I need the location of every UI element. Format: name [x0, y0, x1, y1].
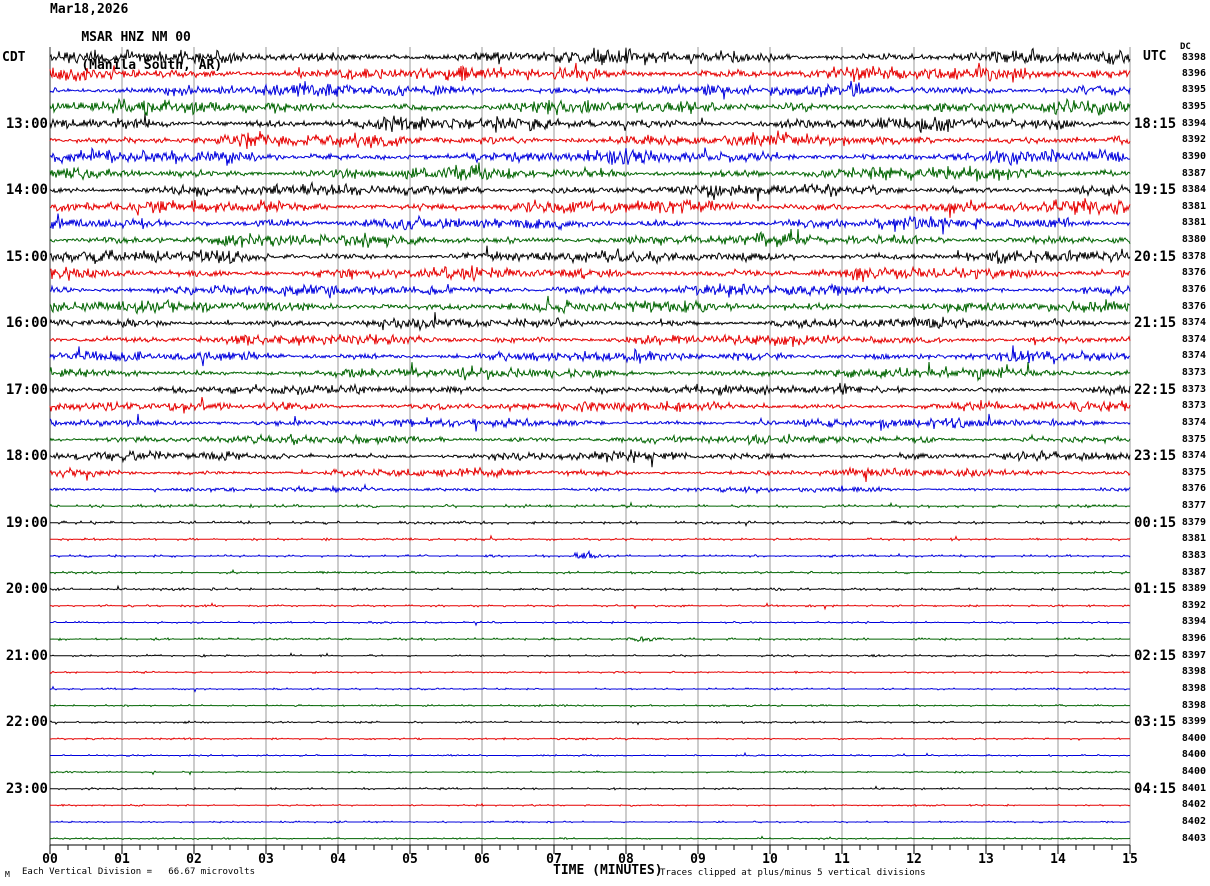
cdt-time-label: 15:00	[5, 248, 48, 265]
utc-time-label: 22:15	[1134, 381, 1177, 398]
trace-row-12	[50, 246, 1130, 264]
trace-row-11	[50, 229, 1130, 248]
minute-tick-label: 01	[114, 852, 130, 867]
trace-row-42	[50, 753, 1130, 756]
cdt-time-label: 22:00	[5, 714, 48, 731]
dc-value: 8380	[1181, 234, 1206, 246]
utc-time-label: 18:15	[1134, 115, 1177, 132]
trace-row-4	[50, 114, 1130, 133]
utc-time-label: 19:15	[1134, 182, 1177, 199]
trace-row-27	[50, 503, 1130, 508]
trace-row-6	[50, 148, 1130, 166]
dc-value: 8376	[1181, 267, 1206, 279]
dc-value: 8394	[1181, 616, 1206, 628]
minute-tick-label: 03	[258, 852, 274, 867]
minute-tick-label: 06	[474, 852, 490, 867]
cdt-time-label: 17:00	[5, 381, 48, 398]
trace-row-38	[50, 687, 1130, 692]
dc-value: 8395	[1181, 84, 1206, 96]
trace-row-7	[50, 163, 1130, 182]
utc-time-label: 04:15	[1134, 780, 1177, 797]
dc-value: 8381	[1181, 217, 1206, 229]
dc-value: 8402	[1181, 799, 1206, 811]
x-axis-title: TIME (MINUTES)	[553, 863, 663, 878]
trace-row-39	[50, 705, 1130, 708]
cdt-time-label: 16:00	[5, 315, 48, 332]
trace-row-23	[50, 434, 1130, 445]
utc-time-label: 03:15	[1134, 714, 1177, 731]
trace-row-34	[50, 621, 1130, 625]
footer-scale-note: Each Vertical Division = 66.67 microvolts	[22, 867, 255, 877]
minute-tick-label: 08	[618, 852, 634, 867]
minute-tick-label: 13	[978, 852, 994, 867]
utc-time-label: 21:15	[1134, 315, 1177, 332]
dc-value: 8398	[1181, 699, 1206, 711]
trace-row-15	[50, 296, 1130, 314]
left-axis-label: CDT	[2, 50, 26, 65]
dc-value: 8400	[1181, 766, 1206, 778]
cdt-time-label: 18:00	[5, 448, 48, 465]
trace-row-46	[50, 821, 1130, 823]
dc-value: 8400	[1181, 749, 1206, 761]
trace-row-8	[50, 183, 1130, 201]
minute-tick-label: 11	[834, 852, 850, 867]
minute-tick-label: 05	[402, 852, 418, 867]
dc-value: 8376	[1181, 483, 1206, 495]
trace-row-26	[50, 485, 1130, 493]
trace-row-22	[50, 414, 1130, 432]
utc-time-label: 00:15	[1134, 514, 1177, 531]
footer-clip-note: Traces clipped at plus/minus 5 vertical divisions	[660, 868, 926, 878]
dc-value: 8375	[1181, 466, 1206, 478]
utc-time-label: 02:15	[1134, 647, 1177, 664]
trace-row-1	[50, 63, 1130, 83]
dc-value: 8373	[1181, 367, 1206, 379]
minute-tick-label: 12	[906, 852, 922, 867]
minute-tick-label: 10	[762, 852, 778, 867]
cdt-time-label: 13:00	[5, 115, 48, 132]
trace-row-36	[50, 653, 1130, 656]
utc-time-label: 23:15	[1134, 448, 1177, 465]
dc-value: 8374	[1181, 333, 1206, 345]
cdt-time-label: 21:00	[5, 647, 48, 664]
dc-value: 8392	[1181, 134, 1206, 146]
cdt-time-label: 23:00	[5, 780, 48, 797]
dc-value: 8389	[1181, 583, 1206, 595]
trace-row-17	[50, 334, 1130, 347]
trace-row-28	[50, 521, 1130, 526]
dc-value: 8375	[1181, 433, 1206, 445]
dc-value: 8379	[1181, 516, 1206, 528]
dc-value: 8374	[1181, 317, 1206, 329]
dc-value: 8401	[1181, 782, 1206, 794]
dc-value: 8381	[1181, 533, 1206, 545]
trace-row-25	[50, 468, 1130, 482]
trace-row-0	[50, 48, 1130, 65]
trace-row-32	[50, 586, 1130, 590]
minute-tick-label: 04	[330, 852, 346, 867]
minute-tick-label: 02	[186, 852, 202, 867]
dc-value: 8377	[1181, 500, 1206, 512]
header-station: MSAR HNZ NM 00	[81, 30, 191, 45]
dc-value: 8373	[1181, 400, 1206, 412]
trace-row-19	[50, 362, 1130, 380]
dc-value: 8376	[1181, 300, 1206, 312]
trace-row-21	[50, 397, 1130, 413]
trace-row-37	[50, 671, 1130, 673]
dc-value: 8387	[1181, 566, 1206, 578]
utc-time-label: 01:15	[1134, 581, 1177, 598]
header-date: Mar18,2026	[50, 2, 129, 17]
dc-value: 8378	[1181, 250, 1206, 262]
dc-value: 8399	[1181, 716, 1206, 728]
trace-row-13	[50, 265, 1130, 282]
dc-column-label: DC	[1180, 42, 1191, 52]
dc-value: 8397	[1181, 649, 1206, 661]
dc-value: 8394	[1181, 117, 1206, 129]
minute-tick-label: 09	[690, 852, 706, 867]
minute-tick-label: 00	[42, 852, 58, 867]
trace-row-5	[50, 131, 1130, 149]
trace-row-33	[50, 603, 1130, 608]
trace-row-9	[50, 198, 1130, 218]
utc-time-label: 20:15	[1134, 248, 1177, 265]
dc-value: 8390	[1181, 150, 1206, 162]
header-location: (Manila South, AR)	[81, 58, 223, 73]
dc-value: 8381	[1181, 200, 1206, 212]
watermark-glyph: M	[5, 870, 10, 879]
dc-value: 8374	[1181, 350, 1206, 362]
minute-tick-label: 15	[1122, 852, 1138, 867]
dc-value: 8387	[1181, 167, 1206, 179]
minute-tick-label: 07	[546, 852, 562, 867]
trace-row-24	[50, 450, 1130, 468]
trace-row-43	[50, 771, 1130, 775]
cdt-time-label: 14:00	[5, 182, 48, 199]
trace-row-35	[50, 637, 1130, 641]
dc-value: 8373	[1181, 383, 1206, 395]
right-axis-label: UTC	[1143, 49, 1167, 64]
trace-row-45	[50, 804, 1130, 806]
trace-row-41	[50, 738, 1130, 740]
trace-row-31	[50, 570, 1130, 574]
dc-value: 8396	[1181, 633, 1206, 645]
trace-row-18	[50, 345, 1130, 366]
minute-tick-label: 14	[1050, 852, 1066, 867]
dc-value: 8376	[1181, 283, 1206, 295]
dc-value: 8374	[1181, 450, 1206, 462]
dc-value: 8402	[1181, 815, 1206, 827]
dc-value: 8398	[1181, 52, 1206, 64]
trace-row-40	[50, 721, 1130, 724]
cdt-time-label: 19:00	[5, 514, 48, 531]
dc-value: 8400	[1181, 732, 1206, 744]
dc-value: 8403	[1181, 832, 1206, 844]
trace-row-47	[50, 837, 1130, 840]
trace-row-14	[50, 284, 1130, 299]
dc-value: 8374	[1181, 416, 1206, 428]
trace-row-20	[50, 383, 1130, 395]
trace-row-16	[50, 312, 1130, 330]
trace-row-10	[50, 214, 1130, 235]
trace-row-30	[50, 552, 1130, 559]
dc-value: 8384	[1181, 184, 1206, 196]
dc-value: 8396	[1181, 67, 1206, 79]
trace-row-2	[50, 81, 1130, 100]
trace-row-44	[50, 787, 1130, 790]
dc-value: 8392	[1181, 599, 1206, 611]
dc-value: 8383	[1181, 549, 1206, 561]
dc-value: 8398	[1181, 682, 1206, 694]
trace-row-29	[50, 536, 1130, 541]
cdt-time-label: 20:00	[5, 581, 48, 598]
dc-value: 8398	[1181, 666, 1206, 678]
dc-value: 8395	[1181, 101, 1206, 113]
trace-row-3	[50, 99, 1130, 116]
